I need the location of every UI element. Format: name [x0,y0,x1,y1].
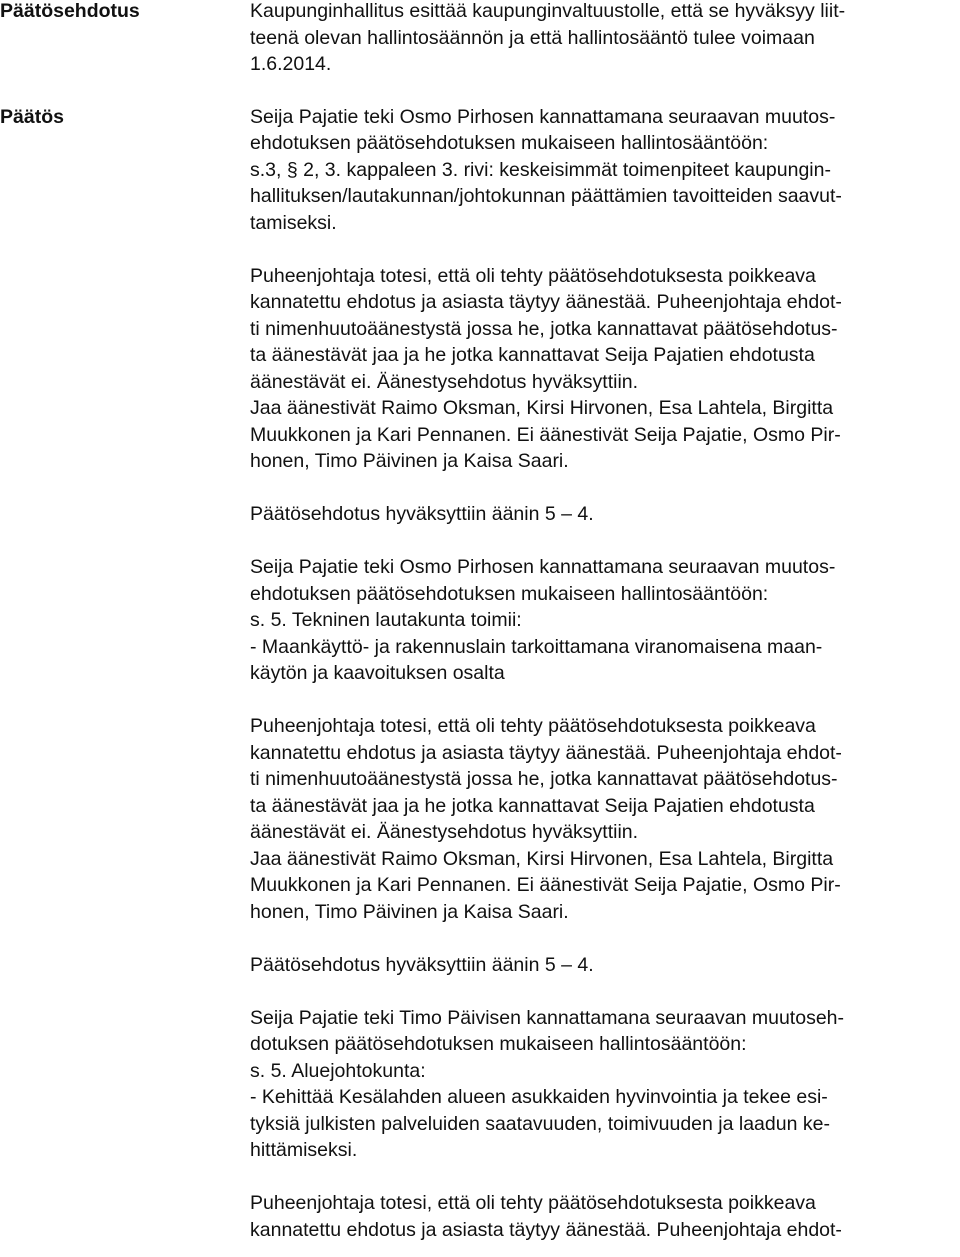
text-line: s. 5. Aluejohtokunta: [250,1060,426,1082]
text-line: Päätösehdotus hyväksyttiin äänin 5 – 4. [250,503,594,525]
text-line: äänestävät ei. Äänestysehdotus hyväksyttiin. [250,371,639,393]
text-line: ti nimenhuutoäänestystä jossa he, jotka kannattavat päätösehdotus- [250,768,838,790]
text-line: ehdotuksen päätösehdotuksen mukaiseen hallintosääntöön: [250,583,769,605]
text-line: kannatettu ehdotus ja asiasta täytyy äänestää. Puheenjohtaja ehdot- [250,291,842,313]
text-line: kannatettu ehdotus ja asiasta täytyy äänestää. Puheenjohtaja ehdot- [250,1219,842,1241]
text-line: 1.6.2014. [250,53,332,75]
text-line: ehdotuksen päätösehdotuksen mukaiseen hallintosääntöön: [250,132,769,154]
text-line: honen, Timo Päivinen ja Kaisa Saari. [250,901,569,923]
text-line: äänestävät ei. Äänestysehdotus hyväksyttiin. [250,821,639,843]
text-line: tyksiä julkisten palveluiden saatavuuden, toimivuuden ja laadun ke- [250,1113,830,1135]
text-line: tamiseksi. [250,212,337,234]
proposal-label: Päätösehdotus [0,0,140,22]
text-line: Muukkonen ja Kari Pennanen. Ei äänestivät Seija Pajatie, Osmo Pir- [250,424,841,446]
text-line: s.3, § 2, 3. kappaleen 3. rivi: keskeisimmät toimenpiteet kaupungin- [250,159,831,181]
text-line: hallituksen/lautakunnan/johtokunnan päättämien tavoitteiden saavut- [250,185,842,207]
text-line: käytön ja kaavoituksen osalta [250,662,505,684]
text-line: Puheenjohtaja totesi, että oli tehty päätösehdotuksesta poikkeava [250,1192,816,1214]
text-line: Puheenjohtaja totesi, että oli tehty päätösehdotuksesta poikkeava [250,265,816,287]
text-line: Kaupunginhallitus esittää kaupunginvaltuustolle, että se hyväksyy liit- [250,0,846,22]
text-line: Seija Pajatie teki Timo Päivisen kannattamana seuraavan muutoseh- [250,1007,844,1029]
text-line: teenä olevan hallintosäännön ja että hallintosääntö tulee voimaan [250,27,815,49]
decision-label: Päätös [0,106,64,128]
text-line: Jaa äänestivät Raimo Oksman, Kirsi Hirvonen, Esa Lahtela, Birgitta [250,848,834,870]
text-line: ta äänestävät jaa ja he jotka kannattavat Seija Pajatien ehdotusta [250,344,815,366]
text-line: ti nimenhuutoäänestystä jossa he, jotka kannattavat päätösehdotus- [250,318,838,340]
text-line: dotuksen päätösehdotuksen mukaiseen hallintosääntöön: [250,1033,747,1055]
text-line: Seija Pajatie teki Osmo Pirhosen kannattamana seuraavan muutos- [250,106,836,128]
text-line: Seija Pajatie teki Osmo Pirhosen kannattamana seuraavan muutos- [250,556,836,578]
text-line: Puheenjohtaja totesi, että oli tehty päätösehdotuksesta poikkeava [250,715,816,737]
text-line: - Kehittää Kesälahden alueen asukkaiden hyvinvointia ja tekee esi- [250,1086,828,1108]
text-line: Muukkonen ja Kari Pennanen. Ei äänestivät Seija Pajatie, Osmo Pir- [250,874,841,896]
text-line: - Maankäyttö- ja rakennuslain tarkoittamana viranomaisena maan- [250,636,823,658]
text-line: ta äänestävät jaa ja he jotka kannattavat Seija Pajatien ehdotusta [250,795,815,817]
text-line: s. 5. Tekninen lautakunta toimii: [250,609,522,631]
text-line: hittämiseksi. [250,1139,358,1161]
text-line: Päätösehdotus hyväksyttiin äänin 5 – 4. [250,954,594,976]
text-line: Jaa äänestivät Raimo Oksman, Kirsi Hirvonen, Esa Lahtela, Birgitta [250,397,834,419]
text-line: honen, Timo Päivinen ja Kaisa Saari. [250,450,569,472]
text-line: kannatettu ehdotus ja asiasta täytyy äänestää. Puheenjohtaja ehdot- [250,742,842,764]
